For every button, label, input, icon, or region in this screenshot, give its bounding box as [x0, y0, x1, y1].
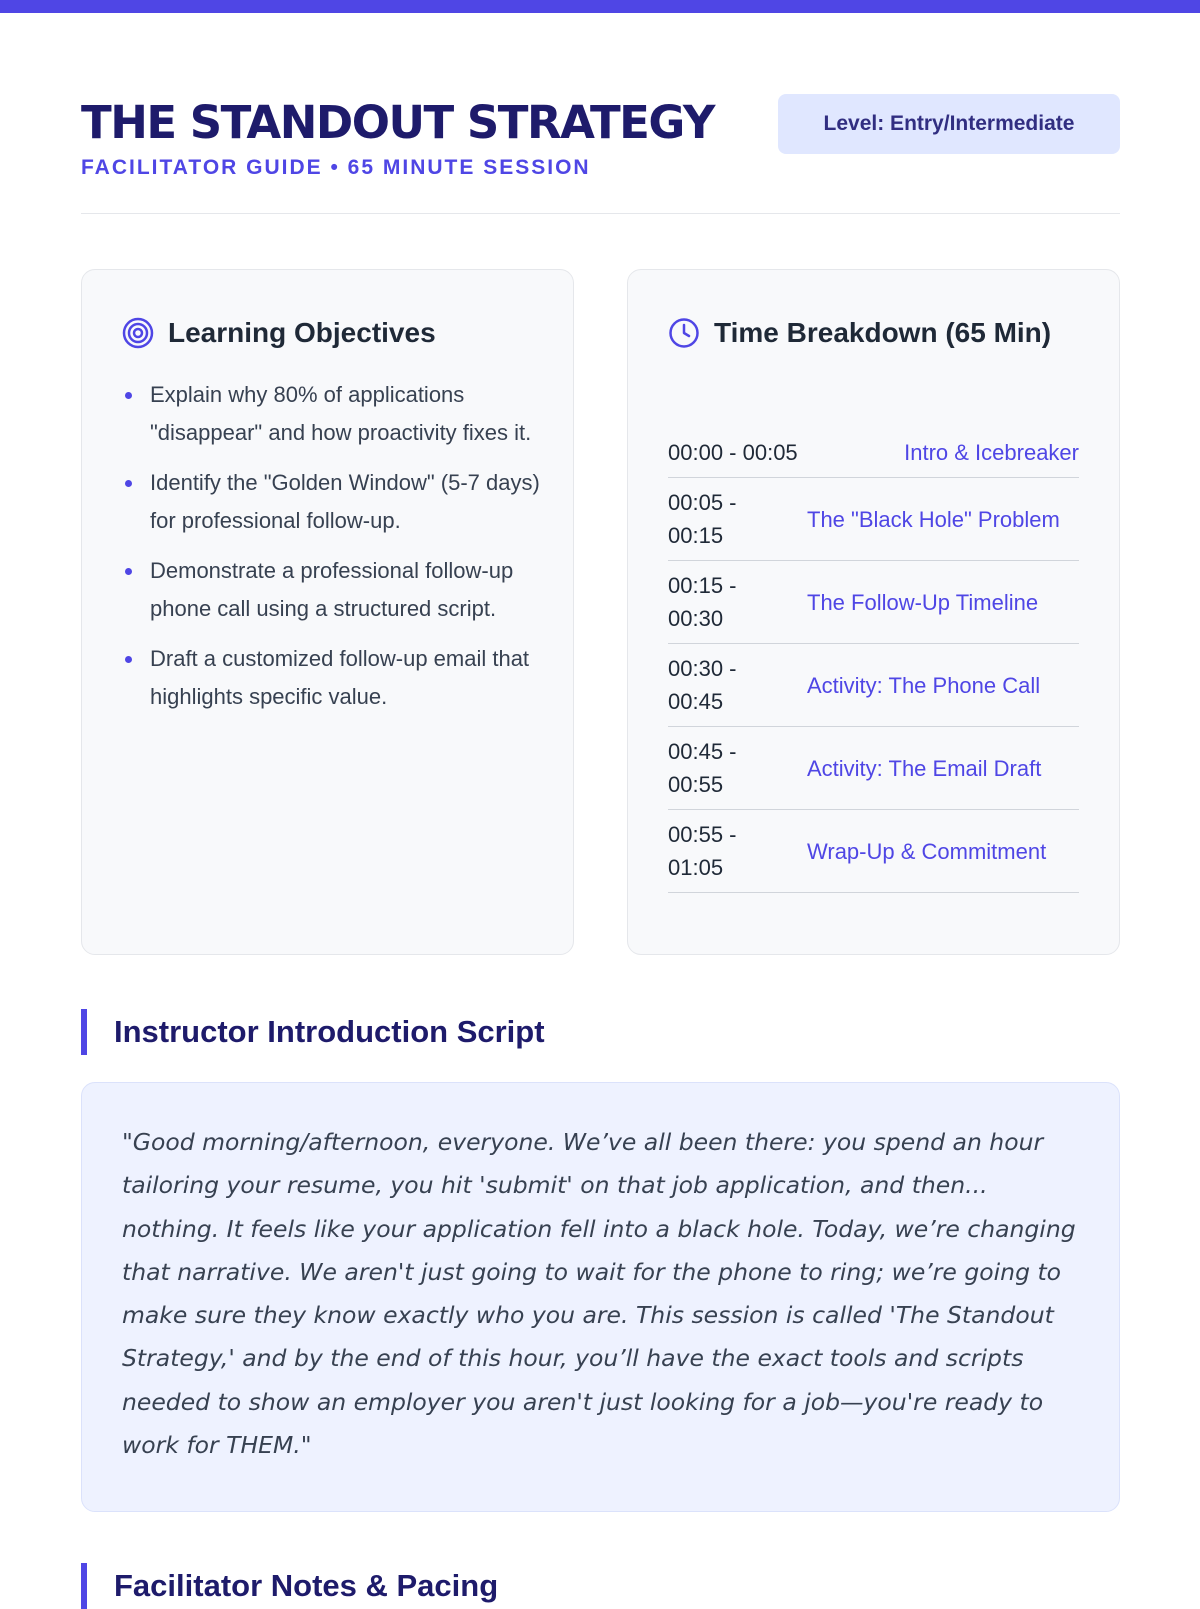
header-divider — [81, 213, 1120, 214]
facilitator-notes-heading: Facilitator Notes & Pacing — [81, 1563, 498, 1609]
objective-item: Draft a customized follow-up email that highlights specific value. — [122, 640, 542, 716]
time-activity: Activity: The Phone Call — [807, 672, 1041, 698]
time-breakdown-title: Time Breakdown (65 Min) — [714, 317, 1052, 348]
page-subtitle: FACILITATOR GUIDE • 65 MINUTE SESSION — [81, 156, 591, 179]
page-title: THE STANDOUT STRATEGY — [81, 96, 714, 149]
objectives-list — [122, 376, 542, 728]
intro-script-heading: Instructor Introduction Script — [81, 1009, 545, 1055]
time-activity: Activity: The Email Draft — [807, 755, 1042, 781]
clock-icon — [668, 317, 700, 349]
time-range: 00:45 - 00:55 — [668, 739, 737, 797]
time-range: 00:00 - 00:05 — [668, 440, 798, 465]
time-row — [668, 727, 1079, 810]
objective-item: Identify the "Golden Window" (5-7 days) for professional follow-up. — [122, 464, 542, 540]
time-range: 00:05 - 00:15 — [668, 490, 737, 548]
learning-objectives-header — [122, 310, 436, 356]
objective-item: Explain why 80% of applications "disappear" and how proactivity fixes it. — [122, 376, 542, 452]
time-breakdown-card — [627, 269, 1120, 955]
time-breakdown-header — [668, 310, 1068, 356]
time-range: 00:30 - 00:45 — [668, 656, 737, 714]
time-activity: Intro & Icebreaker — [904, 440, 1079, 465]
time-row — [668, 810, 1079, 893]
time-table — [668, 428, 1079, 893]
top-accent-bar — [0, 0, 1200, 13]
target-icon — [122, 317, 154, 349]
header — [81, 94, 1120, 214]
time-row — [668, 478, 1079, 561]
time-range: 00:55 - 01:05 — [668, 822, 737, 880]
level-badge: Level: Entry/Intermediate — [778, 94, 1120, 154]
time-activity: The "Black Hole" Problem — [807, 506, 1060, 532]
learning-objectives-title: Learning Objectives — [168, 317, 436, 348]
time-range: 00:15 - 00:30 — [668, 573, 737, 631]
learning-objectives-card — [81, 269, 574, 955]
time-activity: Wrap-Up & Commitment — [807, 838, 1047, 864]
time-row — [668, 644, 1079, 727]
time-row — [668, 561, 1079, 644]
time-activity: The Follow-Up Timeline — [807, 589, 1039, 615]
objective-item: Demonstrate a professional follow-up phone call using a structured script. — [122, 552, 542, 628]
time-row — [668, 428, 1079, 478]
intro-script-box — [81, 1082, 1120, 1512]
intro-script-text: "Good morning/afternoon, everyone. We’ve all been there: you spend an hour tailoring your resume, you hit 'submit' on that job application, and then... nothing. It feels like your application fell into a black hole. Today, we’re changing that narrative. We aren't just going to wait for the phone to ring; we’re going to make sure they know exactly who you are. This session is called 'The Standout Strategy,' and by the end of this hour, you’ll have the exact tools and scripts needed to show an employer you aren't just looking for a job—you're ready to work for THEM." — [122, 1128, 1076, 1460]
